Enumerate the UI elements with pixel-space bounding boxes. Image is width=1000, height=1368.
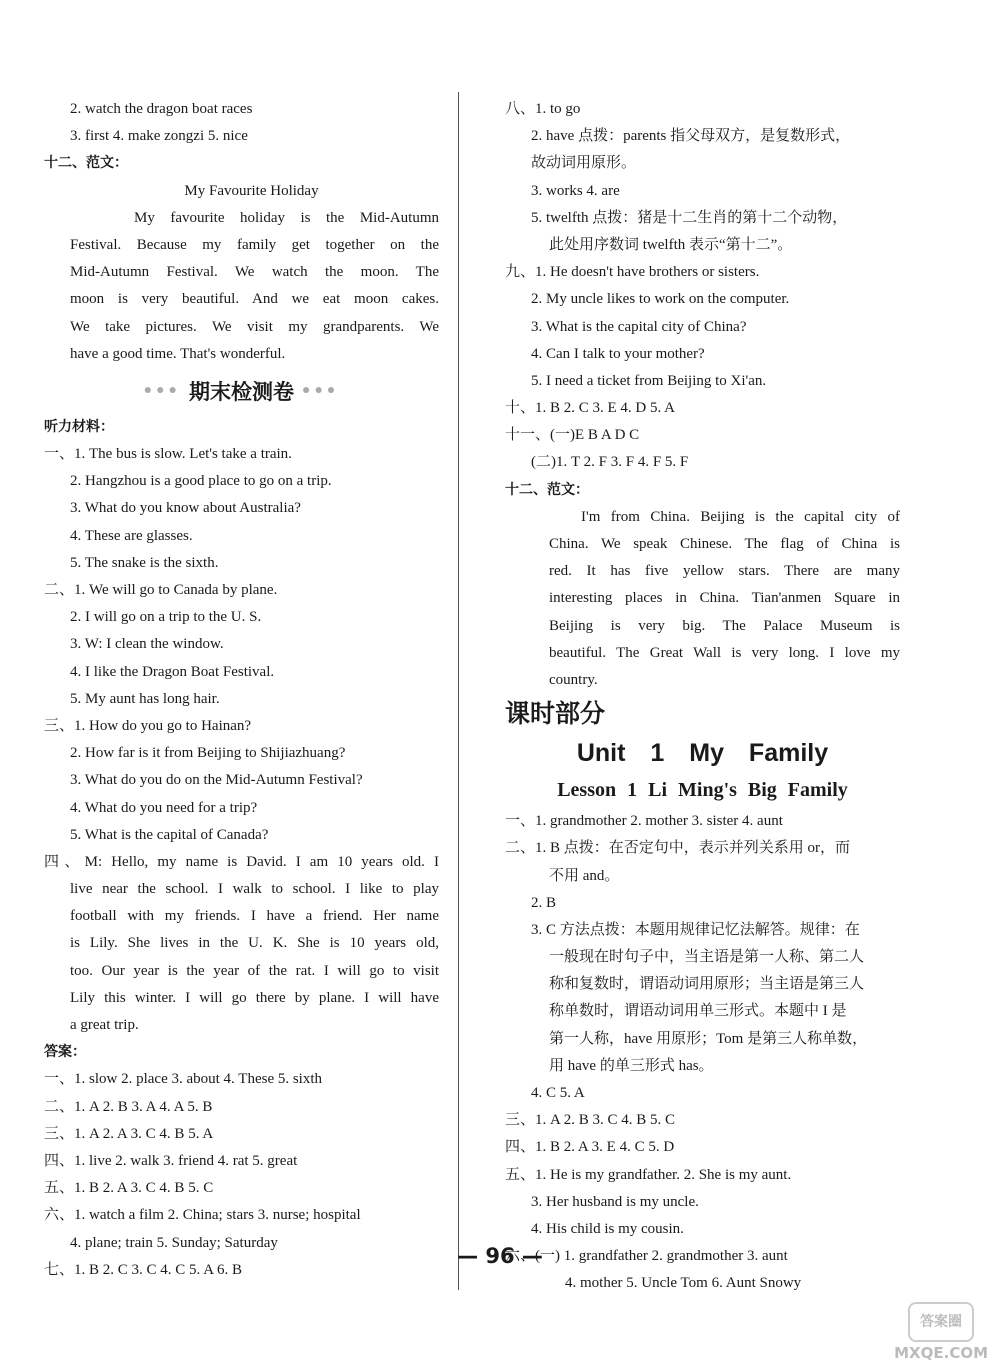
answer-line: 九、1. He doesn't have brothers or sisters. [505,264,760,281]
answer-line: 2. have 点拨：parents 指父母双方，是复数形式， [531,128,851,145]
section-header [44,368,439,414]
answer-line: 八、1. to go [505,101,581,117]
answers-label: 答案： [44,1044,86,1061]
essay-line: red. It has five yellow stars. There are many [549,563,900,580]
essay-line: Mid-Autumn Festival. We watch the moon. The [70,264,439,281]
answer-line: 3. What is the capital city of China? [531,318,747,335]
passage-line: too. Our year is the year of the rat. I will go to visit [70,962,439,979]
page-number: — 96 — [457,1244,543,1268]
listening-line: 4. I like the Dragon Boat Festival. [70,663,275,680]
column-divider [458,92,459,1290]
answer-line: 5. twelfth 点拨：猪是十二生肖的第十二个动物， [531,209,848,226]
listening-line: 2. Hangzhou is a good place to go on a trip. [70,473,332,490]
listening-line: 三、1. How do you go to Hainan? [44,717,252,734]
essay-line: My favourite holiday is the Mid-Autumn [134,209,439,226]
essay-line: We take pictures. We visit my grandparents. We [70,318,439,335]
essay-line: Beijing is very big. The Palace Museum is [549,617,900,634]
listening-line: 3. W: I clean the window. [70,636,224,653]
answer-line: 二、1. B 点拨：在否定句中，表示并列关系用 or，而 [505,840,851,857]
essay-line: country. [549,671,598,688]
listening-line: 二、1. We will go to Canada by plane. [44,582,278,598]
passage-line: football with my friends. I have a friend. Her name [70,908,439,925]
answer-line: 4. plane; train 5. Sunday; Saturday [70,1234,278,1251]
answer-line: 2. My uncle likes to work on the computer. [531,291,790,308]
answer-line: 一般现在时句子中，当主语是第一人称、第二人 [549,949,865,966]
essay-line: moon is very beautiful. And we eat moon cakes. [70,291,439,308]
passage-line: Lily this winter. I will go there by plane. I will have [70,989,439,1006]
answer-line: 称单数时，谓语动词用单三形式。本题中 I 是 [549,1003,847,1020]
answer-line: 五、1. B 2. A 3. C 4. B 5. C [44,1180,214,1197]
answer-line: 十、1. B 2. C 3. E 4. D 5. A [505,400,676,417]
answer-line: 3. C 方法点拨：本题用规律记忆法解答。规律：在 [531,921,860,938]
listening-line: 2. I will go on a trip to the U. S. [70,609,262,626]
answer-line: (二)1. T 2. F 3. F 4. F 5. F [531,454,689,471]
answer-line: 第一人称，have 用原形；Tom 是第三人称单数， [549,1030,868,1047]
answer-line: 用 have 的单三形式 has。 [549,1057,714,1074]
answer-line: 2. B [531,894,557,911]
answer-line: 故动词用原形。 [531,155,637,172]
essay-line: China. We speak Chinese. The flag of China is [549,536,900,552]
listening-line: 一、1. The bus is slow. Let's take a train. [44,446,292,463]
answer-line: 七、1. B 2. C 3. C 4. C 5. A 6. B [44,1261,242,1278]
answer-line: 4. Can I talk to your mother? [531,345,705,362]
answer-line: 3. Her husband is my uncle. [531,1193,699,1210]
answer-line: 四、1. B 2. A 3. E 4. C 5. D [505,1139,675,1156]
listening-line: 4. These are glasses. [70,527,193,544]
dots-decoration: ●●● [302,382,340,398]
essay-line: interesting places in China. Tian'anmen Square in [549,590,900,607]
listening-line: 4. What do you need for a trip? [70,799,258,816]
answer-line: 四、1. live 2. walk 3. friend 4. rat 5. great [44,1152,298,1169]
right-column [505,96,900,1298]
watermark-seal: 答案圈 [908,1302,974,1342]
answer-line: 不用 and。 [549,867,620,884]
passage-line: live near the school. I walk to school. I like to play [70,881,439,898]
essay-line: beautiful. The Great Wall is very long. I love my [549,644,900,661]
answer-line: 三、1. A 2. A 3. C 4. B 5. A [44,1125,214,1142]
answer-line: 五、1. He is my grandfather. 2. She is my aunt. [505,1166,792,1183]
watermark-site: MXQE.COM [894,1344,988,1362]
listening-line: 2. How far is it from Beijing to Shijiazhuang? [70,745,346,762]
answer-line: 4. mother 5. Uncle Tom 6. Aunt Snowy [565,1275,802,1292]
lesson-title: Lesson 1 Li Ming's Big Family [557,779,848,802]
passage-line: is Lily. She lives in the U. K. She is 10 years old, [70,935,439,952]
unit-title: Unit 1 My Family [576,739,829,768]
listening-line: 5. The snake is the sixth. [70,554,219,571]
answer-line: 5. I need a ticket from Beijing to Xi'an. [531,372,767,389]
essay-line: have a good time. That's wonderful. [70,345,286,362]
answer-line: 4. His child is my cousin. [531,1220,684,1237]
listening-line: 3. What do you know about Australia? [70,500,301,517]
sample-essay-label: 十二、范文： [505,481,589,498]
listening-line: 5. What is the capital of Canada? [70,826,269,843]
answer-line: 4. C 5. A [531,1085,585,1101]
left-column [44,96,439,1284]
listening-line: 3. What do you do on the Mid-Autumn Festival? [70,772,363,789]
dots-decoration: ●●● [143,382,181,398]
essay-title: My Favourite Holiday [184,182,319,199]
answer-line: 2. watch the dragon boat races [70,101,253,117]
answer-line: 六、1. watch a film 2. China; stars 3. nurse; hospital [44,1207,361,1224]
answer-line: 一、1. grandmother 2. mother 3. sister 4. aunt [505,813,783,830]
answer-line: 此处用序数词 twelfth 表示“第十二”。 [549,236,793,253]
listening-label: 听力材料： [44,418,114,435]
passage-line: 四、M: Hello, my name is David. I am 10 years old. I [44,853,439,870]
answer-line: 三、1. A 2. B 3. C 4. B 5. C [505,1112,676,1129]
answer-line: 3. first 4. make zongzi 5. nice [70,128,248,145]
answer-line: 二、1. A 2. B 3. A 4. A 5. B [44,1098,213,1115]
essay-line: Festival. Because my family get together on the [70,236,439,253]
passage-line: a great trip. [70,1017,139,1033]
part-title: 课时部分 [505,699,606,729]
answer-line: 一、1. slow 2. place 3. about 4. These 5. sixth [44,1071,323,1088]
essay-line: I'm from China. Beijing is the capital city of [581,508,900,525]
answer-line: 六、(一) 1. grandfather 2. grandmother 3. aunt [505,1248,788,1265]
sample-essay-label: 十二、范文： [44,155,128,172]
section-title: 期末检测卷 [189,379,294,404]
watermark-logo [894,1302,988,1362]
answer-line: 3. works 4. are [531,182,620,199]
answer-line: 称和复数时，谓语动词用原形；当主语是第三人 [549,976,865,993]
answer-line: 十一、(一)E B A D C [505,427,640,444]
listening-line: 5. My aunt has long hair. [70,690,220,707]
